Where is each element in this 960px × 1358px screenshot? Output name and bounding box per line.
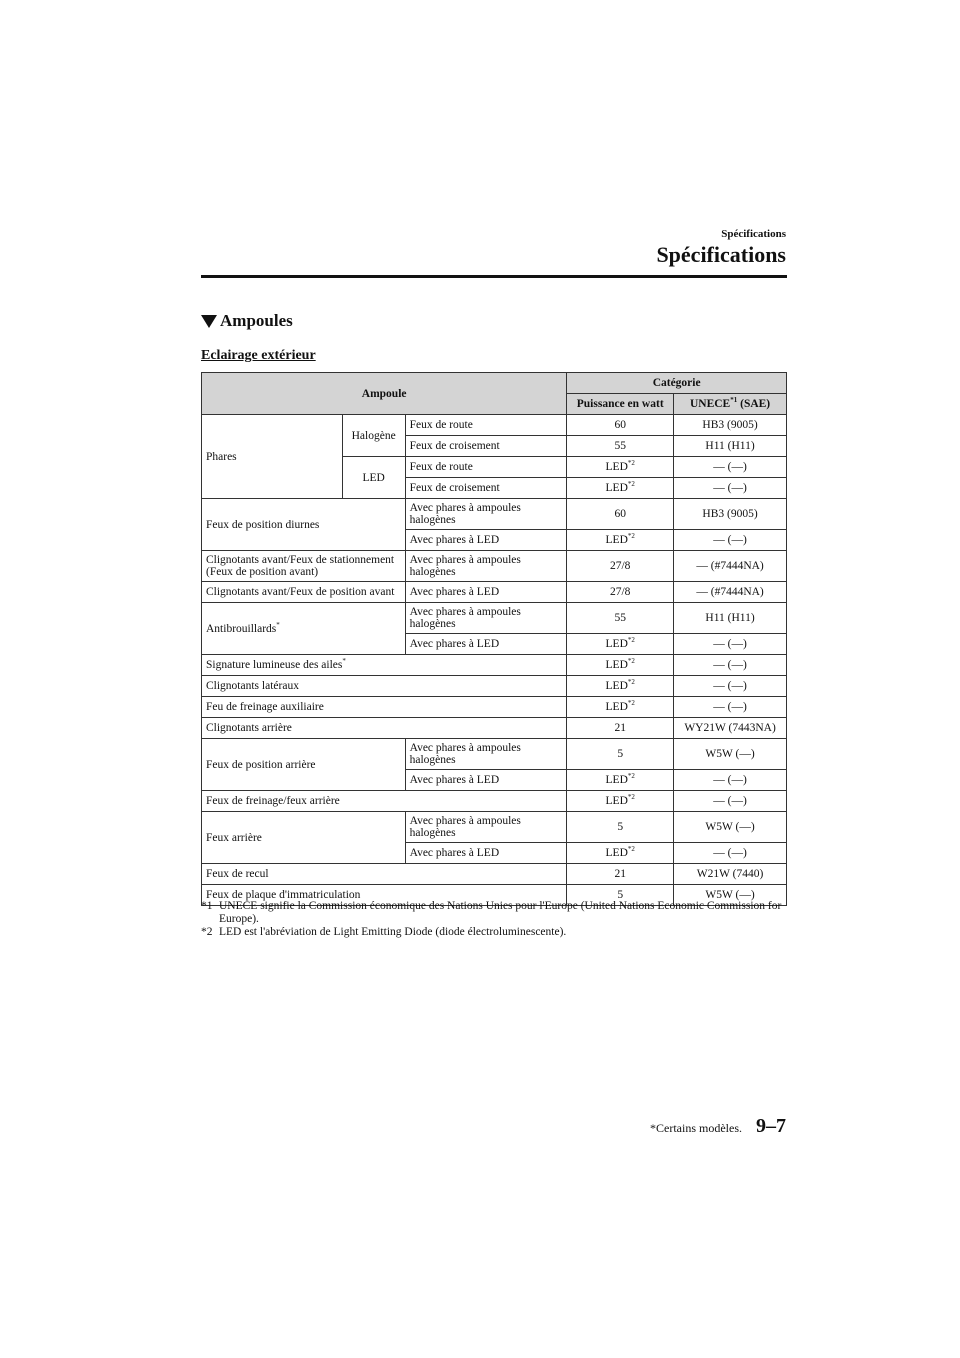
cell-watt: 21 [567, 864, 674, 885]
cell-ampoule: Feux de freinage/feux arrière [202, 791, 567, 812]
cell-watt: LED$^{*2}$ [567, 457, 674, 478]
table-row [202, 718, 787, 739]
table-row [202, 812, 787, 843]
cell-ampoule: Clignotants latéraux [202, 676, 567, 697]
cell-unece: — (—) [674, 457, 787, 478]
table-row [202, 739, 787, 770]
cell-ampoule: Feux de position arrière [202, 739, 406, 791]
cell-watt: 55 [567, 436, 674, 457]
footer-note: *Certains modèles. [650, 1121, 742, 1135]
cell-type: Avec phares à ampoules halogènes [405, 551, 567, 582]
table-row [202, 415, 787, 436]
table-row [202, 582, 787, 603]
bulb-table [201, 372, 787, 906]
cell-watt: LED$^{*2}$ [567, 676, 674, 697]
cell-unece: — (—) [674, 655, 787, 676]
cell-ampoule: Feux de plaque d'immatriculation [202, 885, 567, 906]
page-footer [650, 1115, 786, 1138]
section-title-text: Ampoules [220, 311, 293, 330]
cell-unece: — (—) [674, 697, 787, 718]
cell-led: LED [342, 457, 405, 499]
cell-watt: 60 [567, 499, 674, 530]
cell-watt: LED$^{*2}$ [567, 530, 674, 551]
header-ampoule: Ampoule [202, 373, 567, 415]
cell-unece: — (#7444NA) [674, 582, 787, 603]
cell-unece: W5W (—) [674, 885, 787, 906]
subsection-title: Eclairage extérieur [201, 348, 316, 363]
table-row [202, 697, 787, 718]
footnote-mark: *2 [201, 926, 213, 938]
table-row [202, 655, 787, 676]
chapter-label: Spécifications [721, 228, 786, 240]
footnote-mark: *1 [201, 900, 213, 912]
header-puissance: Puissance en watt [567, 394, 674, 415]
cell-ampoule: Clignotants arrière [202, 718, 567, 739]
section-title [201, 311, 293, 331]
cell-watt: 60 [567, 415, 674, 436]
footnote-text: LED est l'abréviation de Light Emitting Diode (diode électroluminescente). [219, 926, 567, 938]
cell-unece: — (—) [674, 478, 787, 499]
cell-watt: LED$^{*2}$ [567, 791, 674, 812]
cell-type: Feux de croisement [405, 478, 567, 499]
table-row [202, 551, 787, 582]
header-categorie: Catégorie [567, 373, 787, 394]
cell-watt: 21 [567, 718, 674, 739]
chapter-title: Spécifications [656, 242, 786, 267]
cell-unece: — (#7444NA) [674, 551, 787, 582]
cell-unece: H11 (H11) [674, 436, 787, 457]
cell-ampoule: Feu de freinage auxiliaire [202, 697, 567, 718]
cell-type: Avec phares à LED [405, 634, 567, 655]
cell-watt: 5 [567, 812, 674, 843]
cell-type: Feux de croisement [405, 436, 567, 457]
cell-unece: — (—) [674, 843, 787, 864]
cell-halogene: Halogène [342, 415, 405, 457]
table-row [202, 864, 787, 885]
cell-ampoule: Feux de position diurnes [202, 499, 406, 551]
table-row [202, 499, 787, 530]
cell-ampoule: Feux de recul [202, 864, 567, 885]
cell-unece: HB3 (9005) [674, 415, 787, 436]
table-row [202, 676, 787, 697]
cell-type: Avec phares à ampoules halogènes [405, 499, 567, 530]
cell-ampoule: Antibrouillards* [202, 603, 406, 655]
cell-type: Avec phares à LED [405, 530, 567, 551]
cell-watt: 5 [567, 739, 674, 770]
cell-unece: W21W (7440) [674, 864, 787, 885]
cell-unece: — (—) [674, 791, 787, 812]
table-header-row [202, 373, 787, 394]
cell-watt: LED$^{*2}$ [567, 634, 674, 655]
cell-type: Avec phares à LED [405, 843, 567, 864]
cell-watt: LED$^{*2}$ [567, 770, 674, 791]
cell-unece: — (—) [674, 676, 787, 697]
page-header [656, 228, 786, 268]
footnote [201, 900, 787, 926]
cell-type: Avec phares à LED [405, 770, 567, 791]
cell-ampoule: Signature lumineuse des ailes* [202, 655, 567, 676]
footnote-text: UNECE signifie la Commission économique des Nations Unies pour l'Europe (United Nations Economic Commission for Europe). [219, 900, 782, 925]
cell-unece: — (—) [674, 530, 787, 551]
cell-unece: HB3 (9005) [674, 499, 787, 530]
cell-type: Avec phares à ampoules halogènes [405, 603, 567, 634]
cell-type: Feux de route [405, 457, 567, 478]
cell-type: Avec phares à ampoules halogènes [405, 739, 567, 770]
triangle-down-icon [201, 315, 217, 328]
cell-type: Avec phares à ampoules halogènes [405, 812, 567, 843]
cell-unece: H11 (H11) [674, 603, 787, 634]
page-number: 9–7 [756, 1115, 786, 1137]
cell-watt: 55 [567, 603, 674, 634]
cell-ampoule: Clignotants avant/Feux de stationnement (Feux de position avant) [202, 551, 406, 582]
cell-watt: 27/8 [567, 551, 674, 582]
cell-watt: LED$^{*2}$ [567, 478, 674, 499]
cell-watt: LED$^{*2}$ [567, 655, 674, 676]
cell-watt: LED$^{*2}$ [567, 843, 674, 864]
cell-type: Feux de route [405, 415, 567, 436]
cell-unece: W5W (—) [674, 812, 787, 843]
cell-unece: — (—) [674, 634, 787, 655]
cell-unece: WY21W (7443NA) [674, 718, 787, 739]
table-row [202, 603, 787, 634]
header-rule [201, 275, 787, 278]
cell-unece: — (—) [674, 770, 787, 791]
cell-watt: LED$^{*2}$ [567, 697, 674, 718]
cell-ampoule: Clignotants avant/Feux de position avant [202, 582, 406, 603]
cell-type: Avec phares à LED [405, 582, 567, 603]
cell-unece: W5W (—) [674, 739, 787, 770]
cell-phares: Phares [202, 415, 343, 499]
table-row [202, 791, 787, 812]
footnote [201, 926, 787, 939]
header-unece: UNECE$^{*1}$ (SAE) [674, 394, 787, 415]
footnotes [201, 900, 787, 939]
cell-ampoule: Feux arrière [202, 812, 406, 864]
cell-watt: 27/8 [567, 582, 674, 603]
cell-watt: 5 [567, 885, 674, 906]
